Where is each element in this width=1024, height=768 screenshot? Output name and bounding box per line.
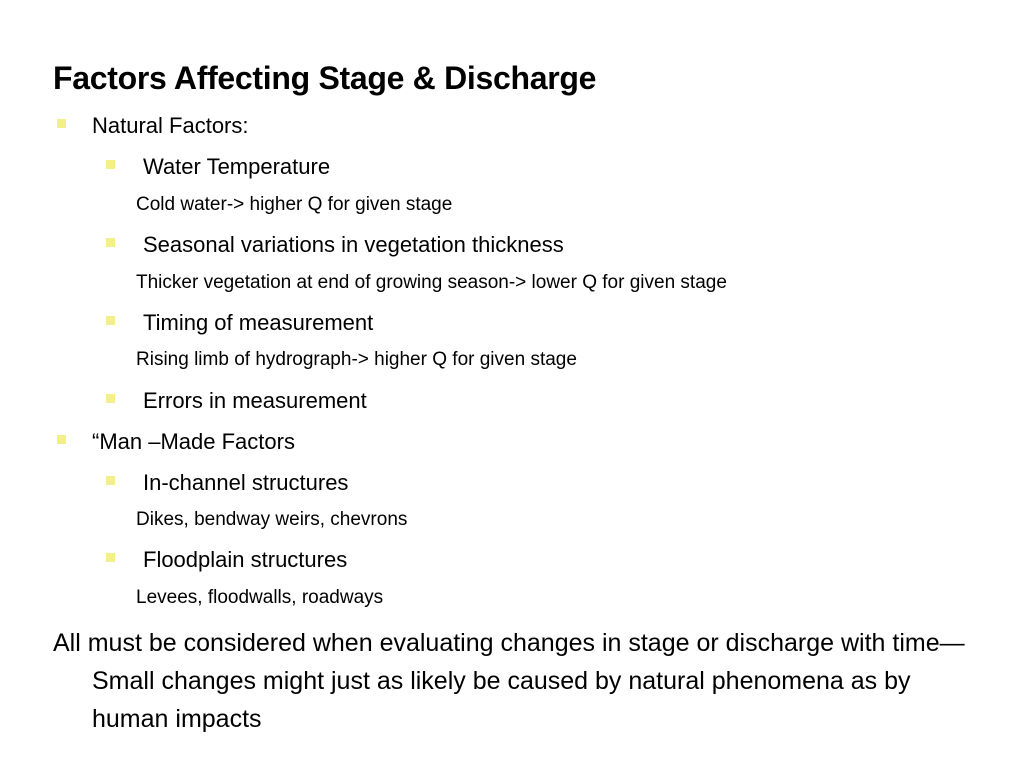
slide-title: Factors Affecting Stage & Discharge: [53, 60, 597, 96]
item-floodplain-structures: Floodplain structures: [143, 547, 348, 572]
square-bullet-icon: [57, 119, 66, 128]
item-water-temperature: Water Temperature: [143, 154, 331, 179]
section-heading-man-made-factors: “Man –Made Factors: [92, 429, 295, 454]
square-bullet-icon: [57, 435, 66, 444]
note-timing-of-measurement: Rising limb of hydrograph-> higher Q for given stage: [136, 349, 577, 370]
item-errors-in-measurement: Errors in measurement: [143, 388, 367, 413]
note-water-temperature: Cold water-> higher Q for given stage: [136, 194, 453, 215]
square-bullet-icon: [106, 160, 115, 169]
section-heading-natural-factors: Natural Factors:: [92, 113, 249, 138]
item-seasonal-variations: Seasonal variations in vegetation thickness: [143, 232, 564, 257]
square-bullet-icon: [106, 553, 115, 562]
square-bullet-icon: [106, 476, 115, 485]
square-bullet-icon: [106, 316, 115, 325]
square-bullet-icon: [106, 238, 115, 247]
item-timing-of-measurement: Timing of measurement: [143, 310, 374, 335]
conclusion-paragraph: All must be considered when evaluating changes in stage or discharge with time—Small changes might just as likely be caused by natural phenomena as by human impacts: [53, 629, 965, 733]
note-in-channel-structures: Dikes, bendway weirs, chevrons: [136, 509, 408, 530]
item-in-channel-structures: In-channel structures: [143, 470, 349, 495]
square-bullet-icon: [106, 394, 115, 403]
note-seasonal-variations: Thicker vegetation at end of growing season-> lower Q for given stage: [136, 272, 727, 293]
note-floodplain-structures: Levees, floodwalls, roadways: [136, 587, 384, 608]
